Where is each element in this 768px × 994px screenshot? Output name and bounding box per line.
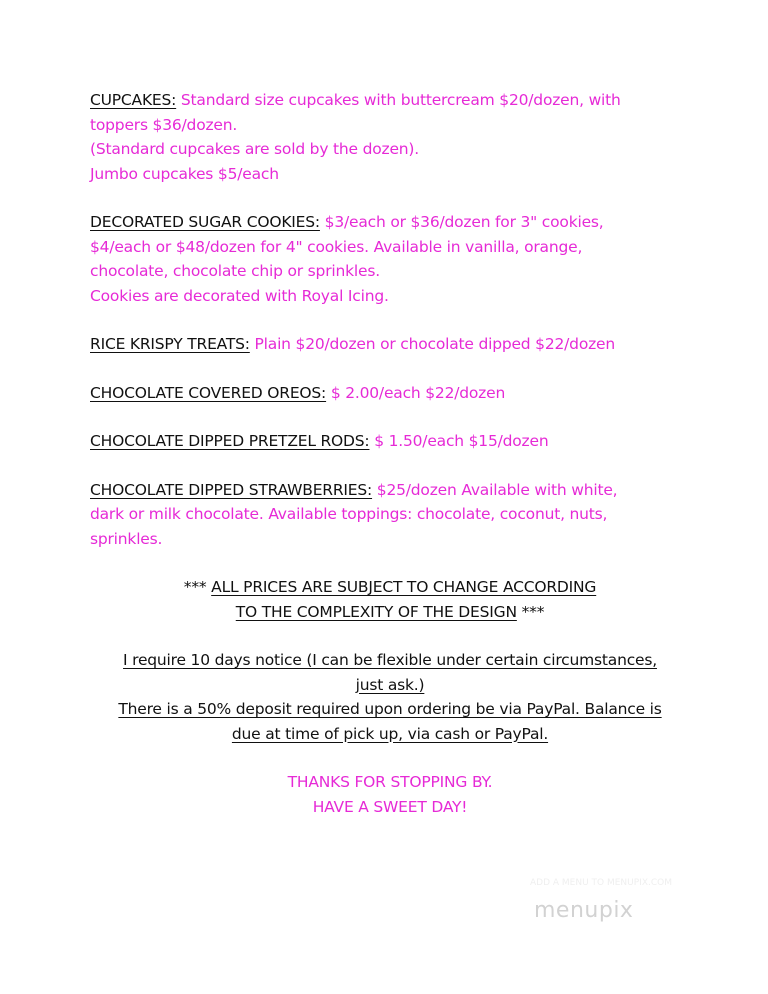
menu-page	[90, 88, 690, 819]
strawberries-line: dark or milk chocolate. Available toppings: chocolate, coconut, nuts,	[90, 505, 608, 523]
deposit-line: There is a 50% deposit required upon ordering be via PayPal. Balance is	[118, 700, 662, 718]
price-note-stars: ***	[183, 578, 207, 596]
price-note	[90, 575, 690, 624]
price-note-line: ALL PRICES ARE SUBJECT TO CHANGE ACCORDING	[211, 578, 597, 596]
sugar-cookies-line: Cookies are decorated with Royal Icing.	[90, 286, 389, 305]
cupcakes-line: toppers $36/dozen.	[90, 115, 238, 134]
cupcakes-line: Jumbo cupcakes $5/each	[90, 164, 279, 183]
pretzel-rods-label: CHOCOLATE DIPPED PRETZEL RODS:	[90, 432, 370, 450]
strawberries-line: sprinkles.	[90, 529, 163, 548]
price-note-stars: ***	[521, 602, 545, 621]
deposit-line: due at time of pick up, via cash or PayPal.	[231, 724, 549, 743]
rice-krispy-line: Plain $20/dozen or chocolate dipped $22/dozen	[249, 335, 615, 353]
closing-line: HAVE A SWEET DAY!	[312, 797, 468, 816]
menupix-watermark: menupix	[534, 898, 634, 923]
rice-krispy-label: RICE KRISPY TREATS:	[90, 335, 250, 353]
rice-krispy-section	[90, 332, 690, 357]
sugar-cookies-section	[90, 210, 690, 308]
sugar-cookies-label: DECORATED SUGAR COOKIES:	[90, 213, 320, 231]
cupcakes-line: (Standard cupcakes are sold by the dozen).	[90, 140, 419, 158]
price-note-line: TO THE COMPLEXITY OF THE DESIGN	[235, 602, 517, 621]
sugar-cookies-line: $3/each or $36/dozen for 3" cookies,	[319, 213, 604, 231]
cupcakes-line: Standard size cupcakes with buttercream $20/dozen, with	[176, 91, 621, 109]
ordering-notice	[90, 648, 690, 746]
oreos-line: $ 2.00/each $22/dozen	[326, 383, 506, 402]
sugar-cookies-line: $4/each or $48/dozen for 4" cookies. Available in vanilla, orange,	[90, 237, 583, 256]
notice-line: just ask.)	[355, 675, 425, 694]
notice-line: I require 10 days notice (I can be flexible under certain circumstances,	[123, 651, 657, 669]
strawberries-section	[90, 478, 690, 552]
cupcakes-label: CUPCAKES:	[90, 91, 177, 109]
oreos-label: CHOCOLATE COVERED OREOS:	[90, 383, 327, 402]
pretzel-rods-line: $ 1.50/each $15/dozen	[369, 432, 549, 450]
closing-line: THANKS FOR STOPPING BY.	[287, 773, 493, 791]
strawberries-line: $25/dozen Available with white,	[372, 480, 618, 499]
watermark-subtext: ADD A MENU TO MENUPIX.COM	[530, 878, 672, 888]
cupcakes-section	[90, 88, 690, 186]
sugar-cookies-line: chocolate, chocolate chip or sprinkles.	[90, 262, 380, 280]
closing-message	[90, 770, 690, 819]
oreos-section	[90, 381, 690, 406]
pretzel-rods-section	[90, 429, 690, 454]
strawberries-label: CHOCOLATE DIPPED STRAWBERRIES:	[90, 480, 373, 499]
